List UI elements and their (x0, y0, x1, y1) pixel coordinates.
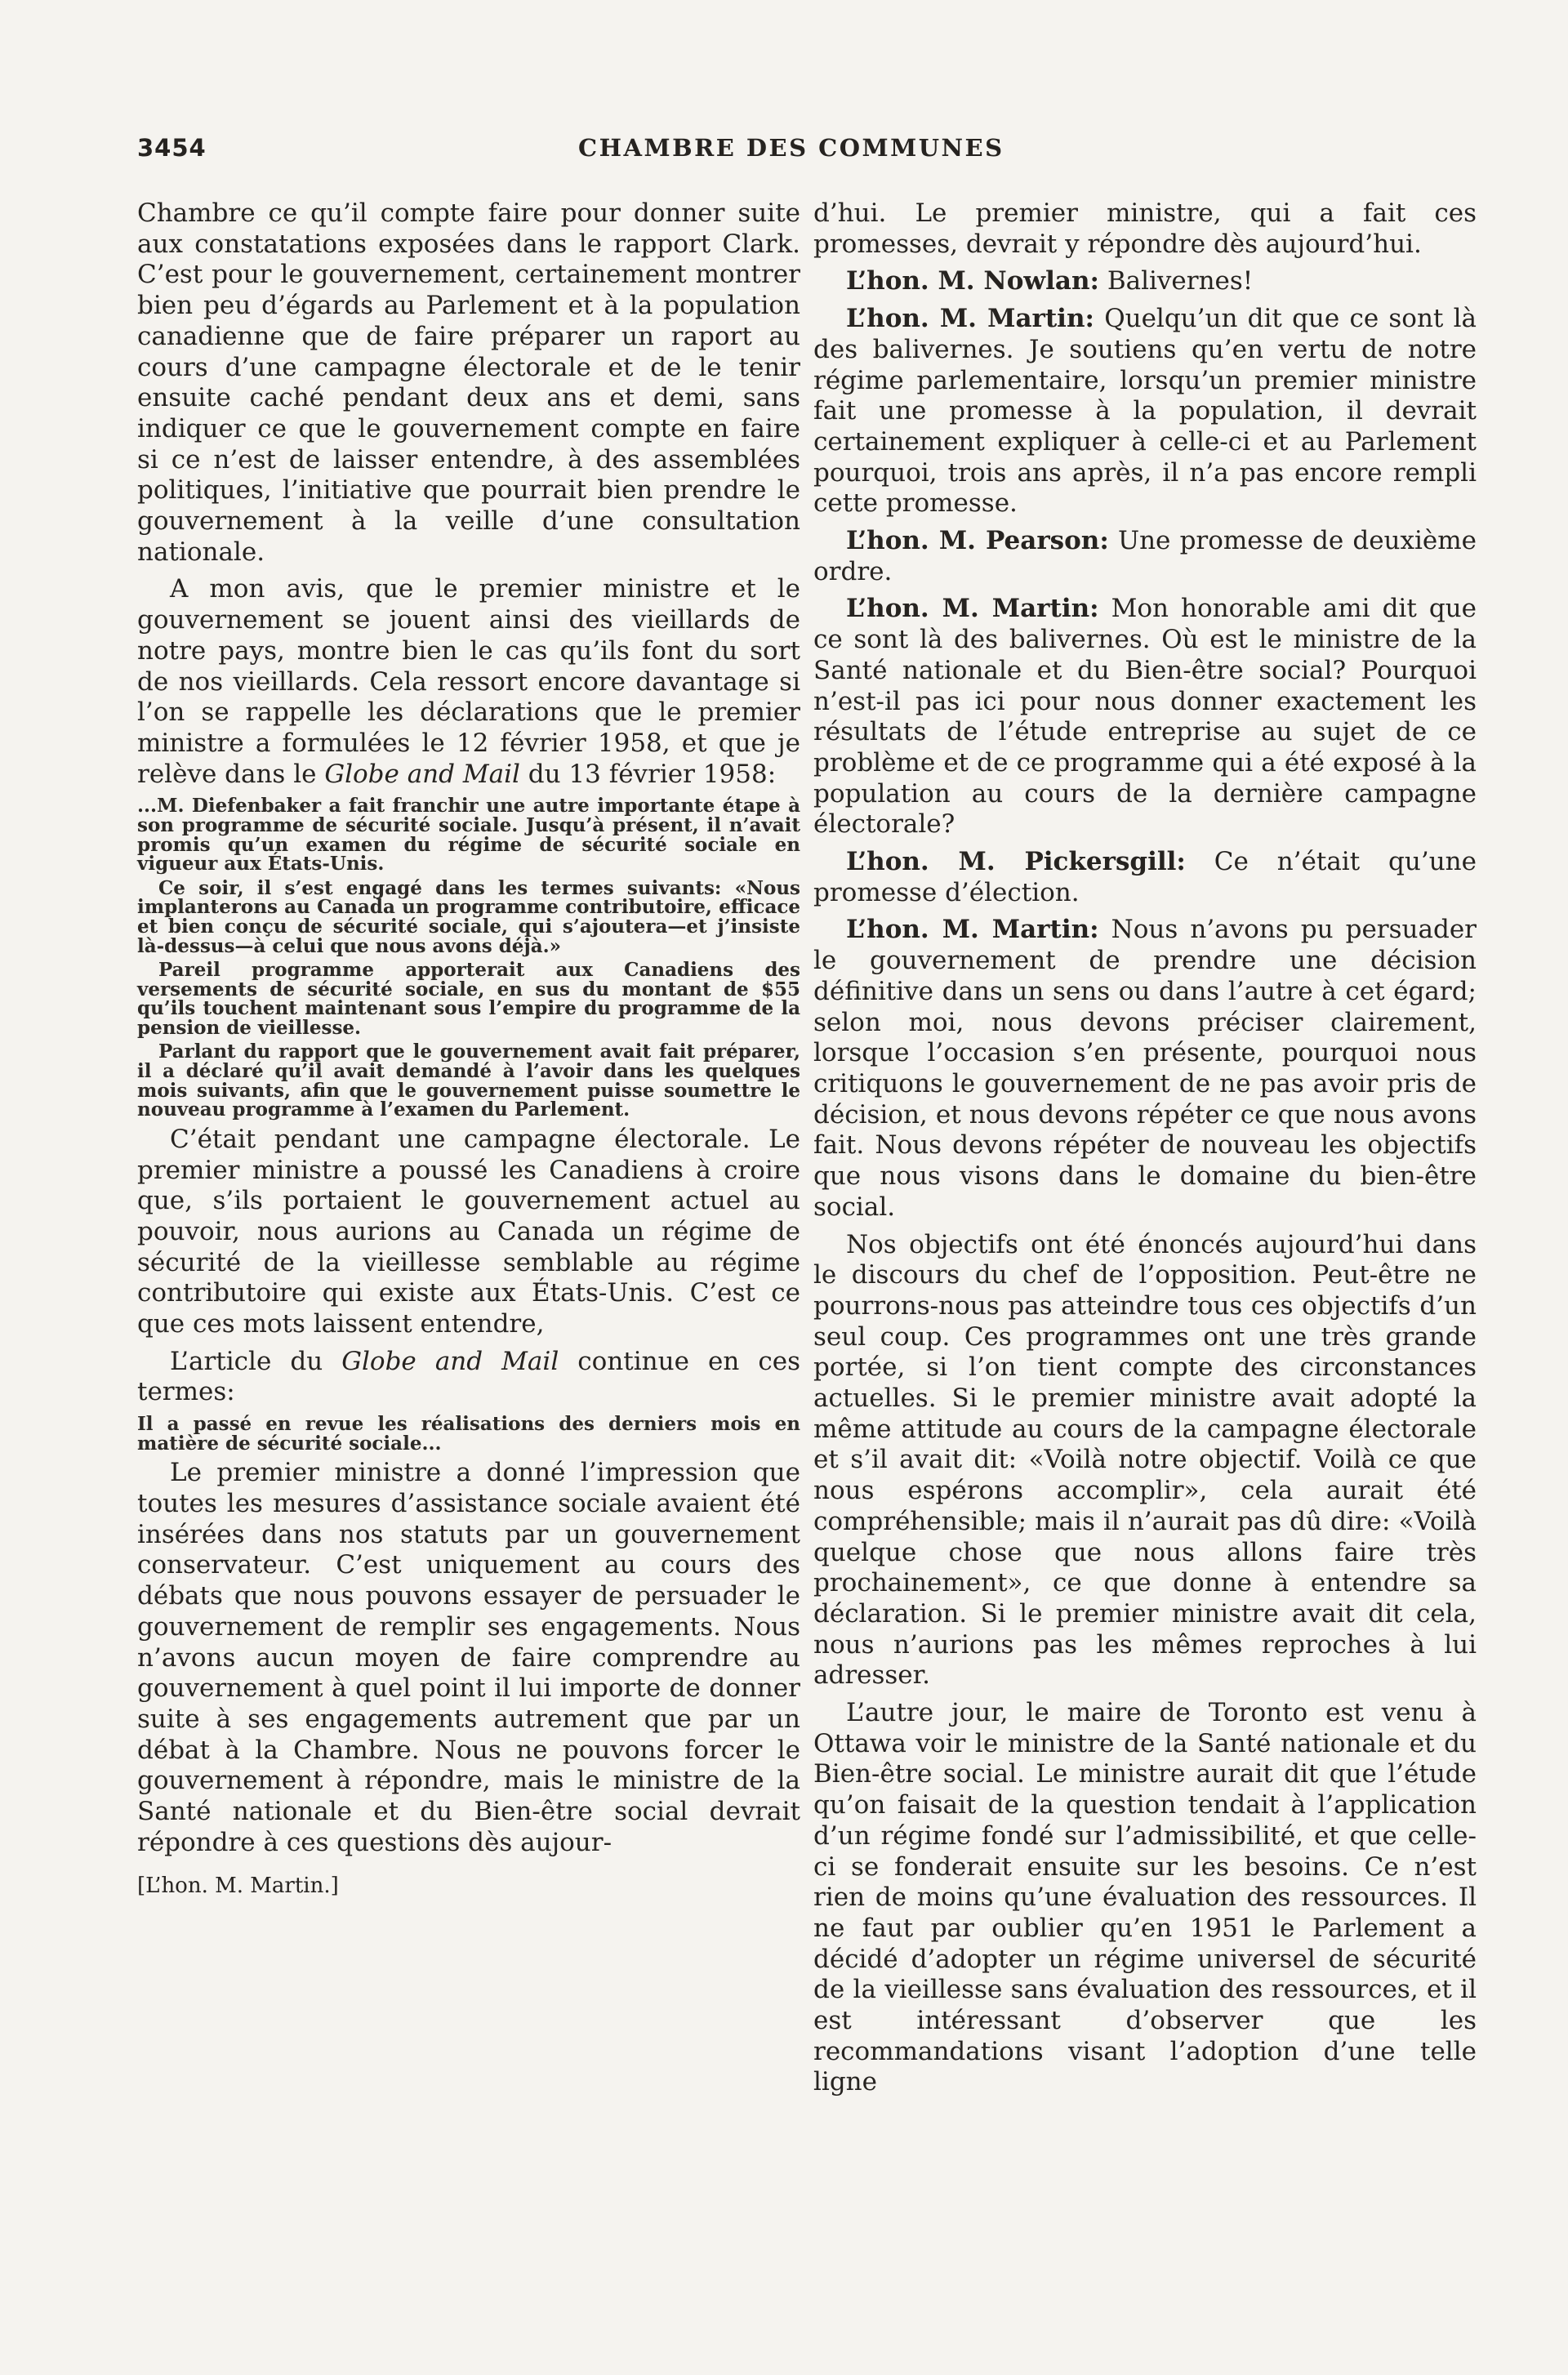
block-quote: Ce soir, il s’est engagé dans les termes suivants: «Nous implanterons au Canada un programme contributoire, efficace et bien conçu de sécurité sociale, qui s’ajoutera—et j’insiste là-dessus—à celui que nous avons déjà.» (137, 876, 800, 957)
block-quote: ...M. Diefenbaker a fait franchir une autre importante étape à son programme de sécurité sociale. Jusqu’à présent, il n’avait promis qu’un examen du régime de sécurité sociale en vigueur aux États-Unis. (137, 795, 800, 876)
speech-text: Mon honorable ami dit que ce sont là des balivernes. Où est le ministre de la Santé nationale et du Bien-être social? Pourquoi n’est-il pas ici pour nous donner exactement les résultats de l’étude entreprise au sujet de ce problème et de ce programme qui a été exposé à la population au cours de la dernière campagne électorale? (813, 594, 1477, 840)
left-column (137, 198, 800, 1900)
speaker-name: L’hon. M. Pickersgill: (846, 847, 1186, 877)
speech (813, 594, 1477, 840)
speaker-name: L’hon. M. Nowlan: (846, 266, 1099, 296)
paragraph: Le premier ministre a donné l’impression que toutes les mesures d’assistance sociale avaient été insérées dans nos statuts par un gouvernement conservateur. C’est uniquement au cours des débats que nous pouvons essayer de persuader le gouvernement de remplir ses engagements. Nous n’avons aucun moyen de faire comprendre au gouvernement à quel point il lui importe de donner suite à ses engagements autrement que par un débat à la Chambre. Nous ne pouvons forcer le gouvernement à répondre, mais le ministre de la Santé nationale et du Bien-être social devrait répondre à ces questions dès aujour- (137, 1458, 800, 1857)
speech-text: Nous n’avons pu persuader le gouvernement de prendre une décision définitive dans un sens ou dans l’autre à cet égard; selon moi, nous devons préciser clairement, lorsque l’occasion s’en présente, pourquoi nous critiquons le gouvernement de ne pas avoir pris de décision, et nous devons répéter ce que nous avons fait. Nous devons répéter de nouveau les objectifs que nous visons dans le domaine du bien-être social. (813, 915, 1477, 1222)
paragraph: Chambre ce qu’il compte faire pour donner suite aux constatations exposées dans le rapport Clark. C’est pour le gouvernement, certainement montrer bien peu d’égards au Parlement et à la population canadienne que de faire préparer un raport au cours d’une campagne électorale et de le tenir ensuite caché pendant deux ans et demi, sans indiquer ce que le gouvernement compte en faire si ce n’est de laisser entendre, à des assemblées politiques, l’initiative que pourrait bien prendre le gouvernement à la veille d’une consultation nationale. (137, 198, 800, 567)
speaker-footnote: [L’hon. M. Martin.] (137, 1873, 339, 1898)
block-quote: Il a passé en revue les réalisations des derniers mois en matière de sécurité sociale... (137, 1413, 800, 1455)
speech (813, 915, 1477, 1223)
publication-title: Globe and Mail (324, 759, 520, 789)
page-header (137, 131, 1477, 172)
paragraph (137, 1347, 800, 1408)
speech (813, 526, 1477, 587)
paragraph: L’autre jour, le maire de Toronto est venu à Ottawa voir le ministre de la Santé nationale et du Bien-être social. Le ministre aurait dit que l’étude qu’on faisait de la question tendait à l’application d’un régime fondé sur l’admissibilité, et que celle-ci se fonderait ensuite sur les besoins. Ce n’est rien de moins qu’une évaluation des ressources. Il ne faut par oublier qu’en 1951 le Parlement a décidé d’adopter un régime universel de sécurité de la vieillesse sans évaluation des ressources, et il est intéressant d’observer que les recommandations visant l’adoption d’une telle ligne (813, 1698, 1477, 2097)
speech-text: Une promesse de deuxième ordre. (813, 526, 1477, 586)
paragraph-text: A mon avis, que le premier ministre et le gouvernement se jouent ainsi des vieillards de notre pays, montre bien le cas qu’ils font du sort de nos vieillards. Cela ressort encore davantage si l’on se rappelle les déclarations que le premier ministre a formulées le 12 février 1958, et que je relève dans le (137, 574, 800, 789)
speech-text: Ce n’était qu’une promesse d’élection. (813, 847, 1477, 907)
block-quote: Parlant du rapport que le gouvernement avait fait préparer, il a déclaré qu’il avait demandé à l’avoir dans les quelques mois suivants, afin que le gouvernement puisse soumettre le nouveau programme à l’examen du Parlement. (137, 1040, 800, 1121)
right-column (813, 198, 1477, 2105)
paragraph-text: continue en ces termes: (137, 1346, 800, 1407)
speech (813, 304, 1477, 519)
page-number: 3454 (137, 134, 207, 162)
speaker-name: L’hon. M. Pearson: (846, 526, 1109, 556)
running-title: CHAMBRE DES COMMUNES (578, 134, 1004, 162)
paragraph (137, 574, 800, 790)
speaker-name: L’hon. M. Martin: (846, 304, 1094, 334)
speech (813, 847, 1477, 908)
paragraph: d’hui. Le premier ministre, qui a fait ces promesses, devrait y répondre dès aujourd’hui. (813, 198, 1477, 259)
publication-title: Globe and Mail (341, 1346, 559, 1376)
paragraph-text: L’article du (170, 1346, 323, 1376)
paragraph: Nos objectifs ont été énoncés aujourd’hui dans le discours du chef de l’opposition. Peut-être ne pourrons-nous pas atteindre tous ces objectifs d’un seul coup. Ces programmes ont une très grande portée, si l’on tient compte des circonstances actuelles. Si le premier ministre avait adopté la même attitude au cours de la campagne électorale et s’il avait dit: «Voilà notre objectif. Voilà ce que nous espérons accomplir», cela aurait été compréhensible; mais il n’aurait pas dû dire: «Voilà quelque chose que nous allons faire très prochainement», ce que donne à entendre sa déclaration. Si le premier ministre avait dit cela, nous n’aurions pas les mêmes reproches à lui adresser. (813, 1229, 1477, 1691)
speaker-name: L’hon. M. Martin: (846, 594, 1099, 624)
speech (813, 266, 1477, 297)
paragraph: C’était pendant une campagne électorale. Le premier ministre a poussé les Canadiens à croire que, s’ils portaient le gouvernement actuel au pouvoir, nous aurions au Canada un régime de sécurité de la vieillesse semblable au régime contributoire qui existe aux États-Unis. C’est ce que ces mots laissent entendre, (137, 1124, 800, 1339)
paragraph-text: du 13 février 1958: (528, 759, 777, 789)
speech-text: Balivernes! (1107, 266, 1254, 296)
speaker-name: L’hon. M. Martin: (846, 915, 1099, 945)
block-quote: Pareil programme apporterait aux Canadiens des versements de sécurité sociale, en sus du montant de $55 qu’ils touchent maintenant sous l’empire du programme de la pension de vieillesse. (137, 959, 800, 1039)
speech-text: Quelqu’un dit que ce sont là des balivernes. Je soutiens qu’en vertu de notre régime parlementaire, lorsqu’un premier ministre fait une promesse à la population, il devrait certainement expliquer à celle-ci et au Parlement pourquoi, trois ans après, il n’a pas encore rempli cette promesse. (813, 304, 1477, 519)
